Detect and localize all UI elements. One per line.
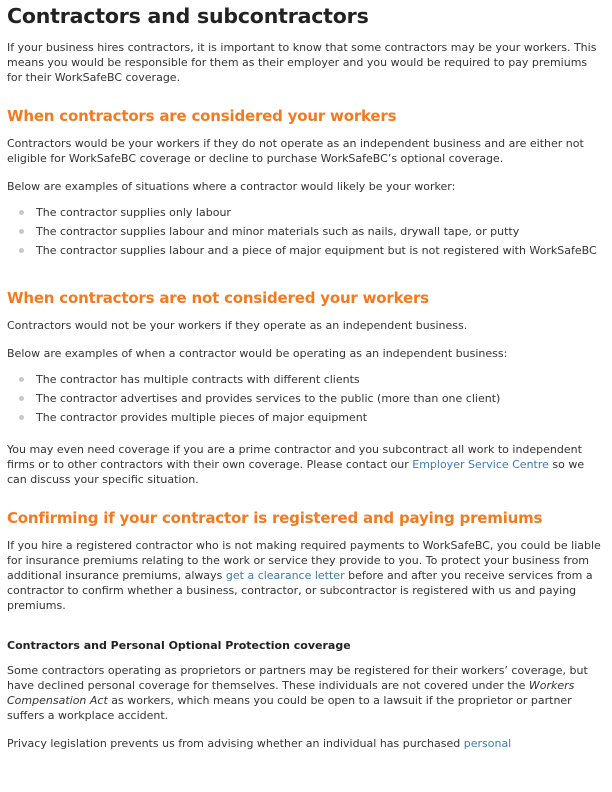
section4-paragraph-2 <box>7 736 604 751</box>
bullet-icon <box>19 210 24 215</box>
section-heading-not-considered-workers: When contractors are not considered your workers <box>7 289 429 307</box>
bullet-icon <box>19 229 24 234</box>
page-title: Contractors and subcontractors <box>7 4 369 28</box>
section2-text-before-link: You may even need coverage if you are a prime contractor and you subcontract all work to independent firms or to other contractors with their own coverage. Please contact our <box>7 443 582 471</box>
list-item-text: The contractor supplies only labour <box>36 206 231 219</box>
list-item-text: The contractor supplies labour and minor materials such as nails, drywall tape, or putty <box>36 225 520 238</box>
section-heading-confirming-registration: Confirming if your contractor is registered and paying premiums <box>7 509 543 527</box>
list-item-text: The contractor advertises and provides services to the public (more than one client) <box>36 392 501 405</box>
workers-compensation-act-title: Workers Compensation Act <box>7 679 575 707</box>
personal-coverage-link[interactable]: personal <box>463 737 512 750</box>
employer-service-centre-link[interactable]: Employer Service Centre <box>412 458 549 471</box>
section2-paragraph-1: Contractors would not be your workers if they operate as an independent business. <box>7 319 468 332</box>
section4-text-after-em: as workers, which means you could be open to a lawsuit if the proprietor or partner suffers a workplace accident. <box>7 694 572 722</box>
section3-text-before-link: If you hire a registered contractor who is not making required payments to WorkSafeBC, you could be liable for insurance premiums relating to the work or service they provide to you. To protect your business from additional insurance premiums, always <box>7 539 601 582</box>
list-item <box>7 243 604 258</box>
section3-paragraph-1 <box>7 538 604 613</box>
section-heading-considered-workers: When contractors are considered your workers <box>7 107 397 125</box>
bullet-icon <box>19 248 24 253</box>
list-item <box>7 205 604 220</box>
bullet-icon <box>19 377 24 382</box>
list-item <box>7 372 604 387</box>
section3-text-after-link: before and after you receive services from a contractor to confirm whether a business, contractor, or subcontractor is registered with us and paying premiums. <box>7 569 593 612</box>
section1-paragraph-1: Contractors would be your workers if they do not operate as an independent business and are either not eligible for WorkSafeBC coverage or decline to purchase WorkSafeBC’s optional coverage. <box>7 137 584 165</box>
bullet-icon <box>19 396 24 401</box>
list-item-text: The contractor has multiple contracts with different clients <box>36 373 360 386</box>
list-item <box>7 224 604 239</box>
section4-paragraph-1 <box>7 663 604 723</box>
section2-paragraph-2: Below are examples of when a contractor would be operating as an independent business: <box>7 347 508 360</box>
list-item-text: The contractor supplies labour and a piece of major equipment but is not registered with WorkSafeBC <box>36 244 597 257</box>
section4-text-before-link: Privacy legislation prevents us from advising whether an individual has purchased <box>7 737 464 750</box>
section4-text-before-em: Some contractors operating as proprietors or partners may be registered for their workers’ coverage, but have declined personal coverage for themselves. These individuals are not covered under the <box>7 664 588 692</box>
list-item-text: The contractor provides multiple pieces of major equipment <box>36 411 368 424</box>
section2-text-after-link: so we can discuss your specific situation. <box>7 458 585 486</box>
section2-paragraph-3 <box>7 442 604 487</box>
list-item <box>7 391 604 406</box>
list-item <box>7 410 604 425</box>
section1-list <box>7 205 604 258</box>
bullet-icon <box>19 415 24 420</box>
section1-paragraph-2: Below are examples of situations where a contractor would likely be your worker: <box>7 180 456 193</box>
clearance-letter-link[interactable]: get a clearance letter <box>225 569 345 582</box>
intro-paragraph: If your business hires contractors, it is important to know that some contractors may be your workers. This means you would be responsible for them as their employer and you would be required to pay premiums for their WorkSafeBC coverage. <box>7 41 597 84</box>
subheading-personal-optional-protection: Contractors and Personal Optional Protection coverage <box>7 639 351 652</box>
section2-list <box>7 372 604 425</box>
